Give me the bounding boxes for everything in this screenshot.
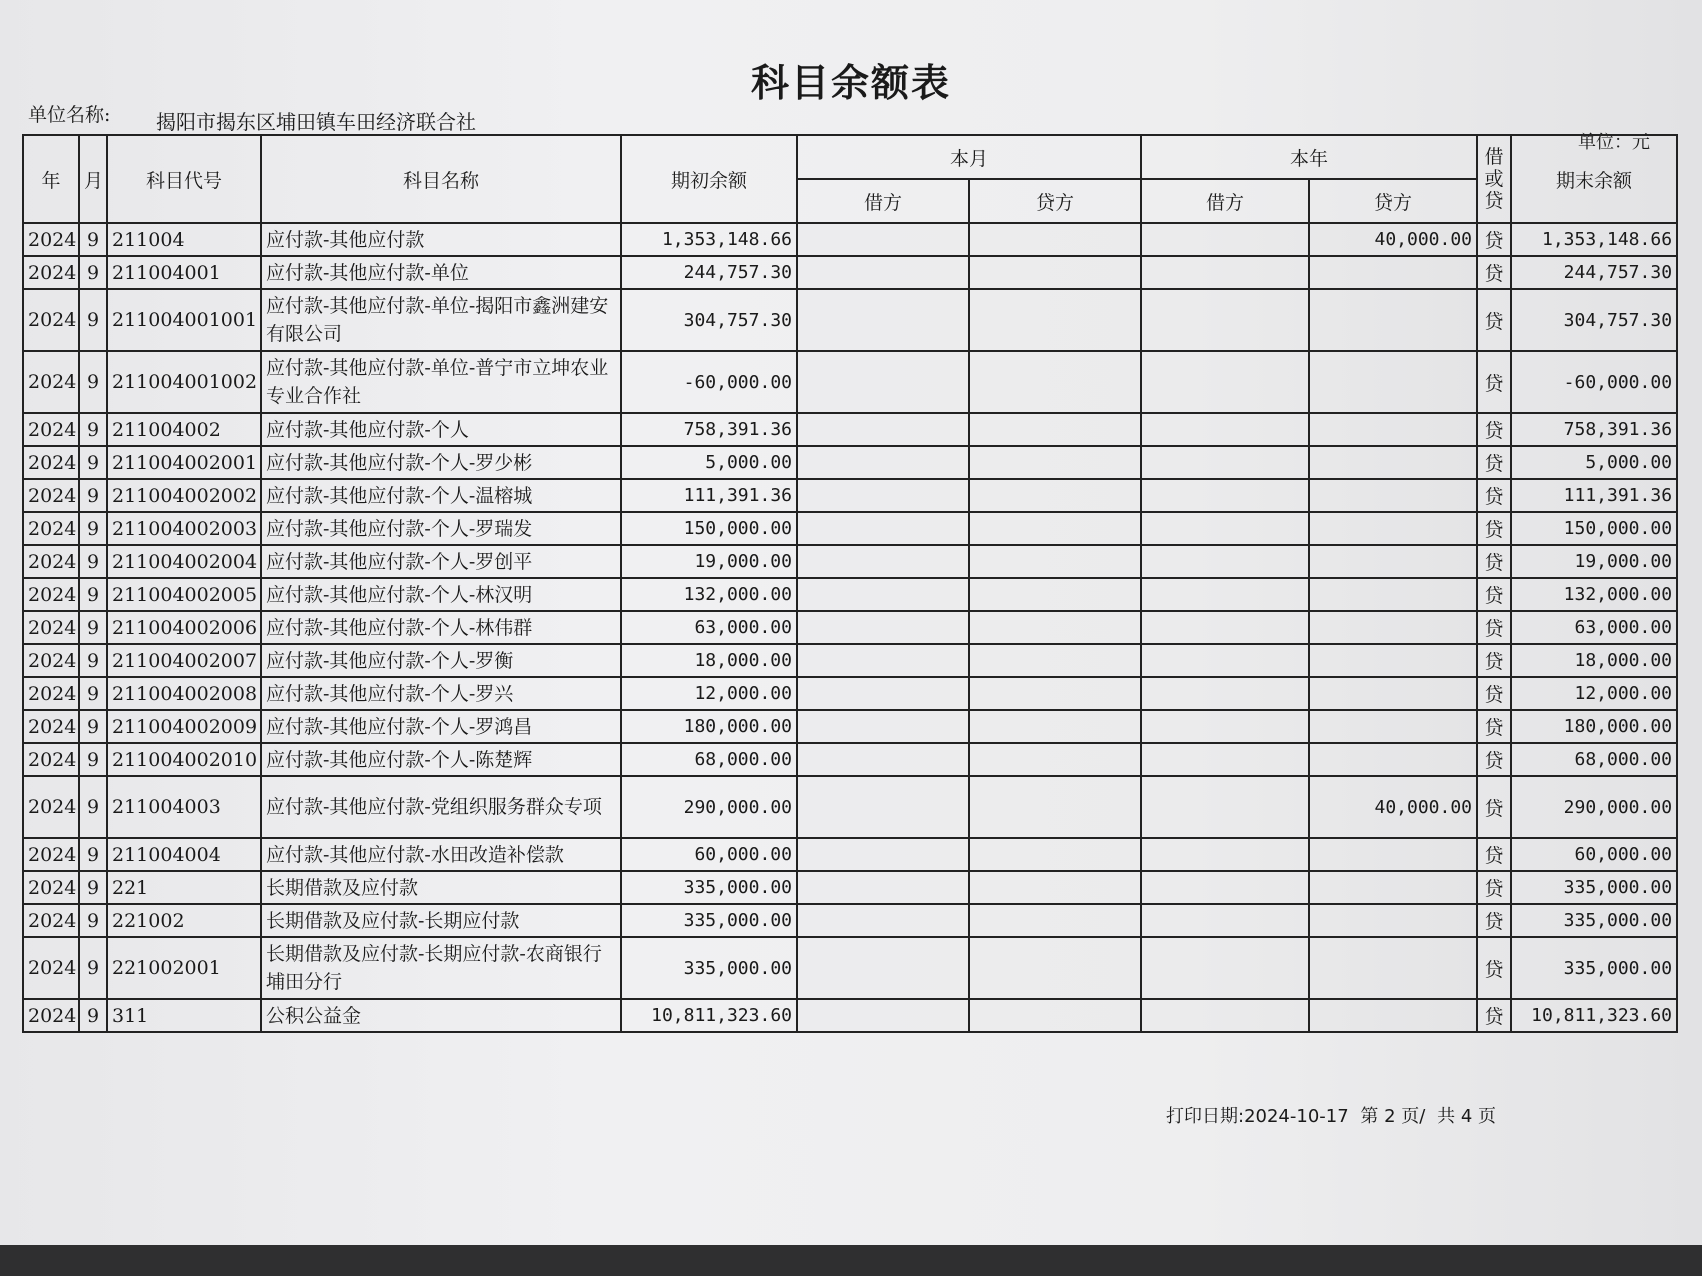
cell-name: 应付款-其他应付款-个人-罗少彬 xyxy=(261,446,621,479)
cell-code: 311 xyxy=(107,999,261,1032)
cell-opening: 180,000.00 xyxy=(621,710,797,743)
cell-month-credit xyxy=(969,545,1141,578)
cell-year-credit xyxy=(1309,578,1477,611)
cell-closing: 10,811,323.60 xyxy=(1511,999,1677,1032)
cell-code: 221002 xyxy=(107,904,261,937)
cell-name: 应付款-其他应付款-个人-温榕城 xyxy=(261,479,621,512)
header-opening: 期初余额 xyxy=(621,135,797,223)
cell-name: 长期借款及应付款-长期应付款-农商银行埔田分行 xyxy=(261,937,621,999)
cell-name: 长期借款及应付款 xyxy=(261,871,621,904)
page-current: 第 2 页/ xyxy=(1360,1106,1426,1127)
cell-closing: 5,000.00 xyxy=(1511,446,1677,479)
cell-year: 2024 xyxy=(23,479,79,512)
cell-year: 2024 xyxy=(23,838,79,871)
cell-year: 2024 xyxy=(23,512,79,545)
cell-year-debit xyxy=(1141,256,1309,289)
table-row xyxy=(23,838,1677,871)
cell-year: 2024 xyxy=(23,611,79,644)
table-row xyxy=(23,545,1677,578)
cell-code: 211004002009 xyxy=(107,710,261,743)
cell-direction: 贷 xyxy=(1477,644,1511,677)
cell-direction: 贷 xyxy=(1477,351,1511,413)
cell-name: 应付款-其他应付款-水田改造补偿款 xyxy=(261,838,621,871)
background-edge xyxy=(0,1245,1702,1276)
cell-month: 9 xyxy=(79,838,107,871)
cell-year-credit xyxy=(1309,999,1477,1032)
cell-closing: 335,000.00 xyxy=(1511,871,1677,904)
cell-year: 2024 xyxy=(23,743,79,776)
table-row xyxy=(23,644,1677,677)
cell-month: 9 xyxy=(79,545,107,578)
cell-name: 应付款-其他应付款-党组织服务群众专项 xyxy=(261,776,621,838)
cell-closing: 335,000.00 xyxy=(1511,904,1677,937)
cell-code: 211004002001 xyxy=(107,446,261,479)
cell-code: 211004002010 xyxy=(107,743,261,776)
cell-month: 9 xyxy=(79,904,107,937)
header-month: 月 xyxy=(79,135,107,223)
cell-month-debit xyxy=(797,223,969,256)
cell-closing: 12,000.00 xyxy=(1511,677,1677,710)
cell-year-debit xyxy=(1141,644,1309,677)
cell-code: 221 xyxy=(107,871,261,904)
cell-month: 9 xyxy=(79,578,107,611)
cell-name: 应付款-其他应付款-个人-罗创平 xyxy=(261,545,621,578)
cell-year: 2024 xyxy=(23,351,79,413)
cell-closing: 19,000.00 xyxy=(1511,545,1677,578)
cell-year: 2024 xyxy=(23,223,79,256)
cell-closing: 132,000.00 xyxy=(1511,578,1677,611)
cell-month-credit xyxy=(969,937,1141,999)
cell-month-debit xyxy=(797,838,969,871)
cell-month: 9 xyxy=(79,644,107,677)
cell-year: 2024 xyxy=(23,999,79,1032)
cell-month: 9 xyxy=(79,479,107,512)
cell-closing: 18,000.00 xyxy=(1511,644,1677,677)
header-code: 科目代号 xyxy=(107,135,261,223)
cell-year-debit xyxy=(1141,743,1309,776)
print-date: 打印日期:2024-10-17 xyxy=(1166,1106,1349,1127)
table-row xyxy=(23,289,1677,351)
header-closing: 期末余额 xyxy=(1511,135,1677,223)
header-direction-2: 或 xyxy=(1484,168,1504,190)
header-direction xyxy=(1477,135,1511,223)
cell-direction: 贷 xyxy=(1477,611,1511,644)
unit-name-value: 揭阳市揭东区埔田镇车田经济联合社 xyxy=(156,110,476,134)
cell-month: 9 xyxy=(79,351,107,413)
table-row xyxy=(23,999,1677,1032)
cell-year-credit xyxy=(1309,413,1477,446)
cell-year-debit xyxy=(1141,776,1309,838)
cell-direction: 贷 xyxy=(1477,710,1511,743)
cell-name: 应付款-其他应付款-单位 xyxy=(261,256,621,289)
page-title: 科目余额表 xyxy=(750,61,951,105)
cell-code: 211004002003 xyxy=(107,512,261,545)
cell-direction: 贷 xyxy=(1477,838,1511,871)
cell-year-credit xyxy=(1309,743,1477,776)
header-direction-1: 借 xyxy=(1484,146,1504,168)
cell-month-credit xyxy=(969,289,1141,351)
cell-year-debit xyxy=(1141,479,1309,512)
cell-closing: 60,000.00 xyxy=(1511,838,1677,871)
header-name: 科目名称 xyxy=(261,135,621,223)
cell-year: 2024 xyxy=(23,446,79,479)
cell-month-debit xyxy=(797,611,969,644)
cell-month-debit xyxy=(797,871,969,904)
cell-month: 9 xyxy=(79,413,107,446)
cell-month-debit xyxy=(797,289,969,351)
header-month-debit: 借方 xyxy=(797,179,969,223)
cell-opening: 18,000.00 xyxy=(621,644,797,677)
cell-opening: -60,000.00 xyxy=(621,351,797,413)
cell-year-debit xyxy=(1141,871,1309,904)
table-row xyxy=(23,743,1677,776)
table-row xyxy=(23,710,1677,743)
table-row xyxy=(23,351,1677,413)
cell-month: 9 xyxy=(79,677,107,710)
cell-month: 9 xyxy=(79,937,107,999)
cell-year-credit xyxy=(1309,644,1477,677)
cell-year-credit xyxy=(1309,677,1477,710)
cell-year: 2024 xyxy=(23,871,79,904)
cell-month-credit xyxy=(969,710,1141,743)
cell-name: 应付款-其他应付款-个人-林汉明 xyxy=(261,578,621,611)
cell-year: 2024 xyxy=(23,644,79,677)
cell-opening: 335,000.00 xyxy=(621,937,797,999)
cell-month: 9 xyxy=(79,223,107,256)
table-row xyxy=(23,578,1677,611)
table-row xyxy=(23,776,1677,838)
cell-closing: 180,000.00 xyxy=(1511,710,1677,743)
cell-name: 应付款-其他应付款-单位-普宁市立坤农业专业合作社 xyxy=(261,351,621,413)
cell-month: 9 xyxy=(79,446,107,479)
cell-opening: 12,000.00 xyxy=(621,677,797,710)
cell-opening: 150,000.00 xyxy=(621,512,797,545)
cell-month: 9 xyxy=(79,871,107,904)
cell-month-debit xyxy=(797,413,969,446)
cell-direction: 贷 xyxy=(1477,413,1511,446)
cell-month-debit xyxy=(797,479,969,512)
header-year-credit: 贷方 xyxy=(1309,179,1477,223)
cell-code: 211004 xyxy=(107,223,261,256)
cell-year-debit xyxy=(1141,512,1309,545)
table-row xyxy=(23,677,1677,710)
cell-year: 2024 xyxy=(23,256,79,289)
table-row xyxy=(23,256,1677,289)
cell-month-debit xyxy=(797,644,969,677)
page-total: 共 4 页 xyxy=(1437,1106,1497,1127)
cell-closing: 68,000.00 xyxy=(1511,743,1677,776)
cell-year-credit xyxy=(1309,256,1477,289)
cell-opening: 19,000.00 xyxy=(621,545,797,578)
cell-month: 9 xyxy=(79,289,107,351)
cell-month-credit xyxy=(969,413,1141,446)
table-row xyxy=(23,611,1677,644)
cell-direction: 贷 xyxy=(1477,904,1511,937)
cell-code: 211004002002 xyxy=(107,479,261,512)
cell-direction: 贷 xyxy=(1477,223,1511,256)
cell-year-credit xyxy=(1309,545,1477,578)
cell-opening: 304,757.30 xyxy=(621,289,797,351)
cell-year: 2024 xyxy=(23,578,79,611)
cell-opening: 132,000.00 xyxy=(621,578,797,611)
cell-code: 211004002006 xyxy=(107,611,261,644)
cell-direction: 贷 xyxy=(1477,256,1511,289)
cell-year-debit xyxy=(1141,413,1309,446)
cell-year-credit: 40,000.00 xyxy=(1309,776,1477,838)
cell-month-debit xyxy=(797,937,969,999)
cell-year-debit xyxy=(1141,904,1309,937)
cell-month-credit xyxy=(969,256,1141,289)
cell-month: 9 xyxy=(79,710,107,743)
table-row xyxy=(23,223,1677,256)
cell-month-credit xyxy=(969,743,1141,776)
table-row xyxy=(23,479,1677,512)
cell-opening: 68,000.00 xyxy=(621,743,797,776)
cell-opening: 1,353,148.66 xyxy=(621,223,797,256)
cell-closing: 1,353,148.66 xyxy=(1511,223,1677,256)
cell-month-credit xyxy=(969,838,1141,871)
cell-code: 211004001002 xyxy=(107,351,261,413)
cell-name: 应付款-其他应付款-个人-陈楚辉 xyxy=(261,743,621,776)
cell-closing: 290,000.00 xyxy=(1511,776,1677,838)
cell-month-debit xyxy=(797,904,969,937)
cell-year-credit xyxy=(1309,904,1477,937)
cell-year-credit xyxy=(1309,351,1477,413)
cell-year: 2024 xyxy=(23,677,79,710)
cell-code: 211004002005 xyxy=(107,578,261,611)
cell-year-debit xyxy=(1141,838,1309,871)
cell-year: 2024 xyxy=(23,904,79,937)
cell-opening: 60,000.00 xyxy=(621,838,797,871)
table-row xyxy=(23,413,1677,446)
cell-direction: 贷 xyxy=(1477,871,1511,904)
cell-month: 9 xyxy=(79,256,107,289)
cell-closing: 244,757.30 xyxy=(1511,256,1677,289)
cell-month-credit xyxy=(969,611,1141,644)
cell-year-debit xyxy=(1141,677,1309,710)
cell-code: 221002001 xyxy=(107,937,261,999)
cell-opening: 5,000.00 xyxy=(621,446,797,479)
cell-month-credit xyxy=(969,223,1141,256)
cell-year-debit xyxy=(1141,611,1309,644)
cell-year-debit xyxy=(1141,937,1309,999)
cell-month-debit xyxy=(797,545,969,578)
cell-year-credit xyxy=(1309,512,1477,545)
cell-month: 9 xyxy=(79,512,107,545)
cell-name: 应付款-其他应付款-个人-林伟群 xyxy=(261,611,621,644)
cell-closing: 758,391.36 xyxy=(1511,413,1677,446)
cell-year-credit xyxy=(1309,611,1477,644)
header-this-month: 本月 xyxy=(797,135,1141,179)
cell-month-credit xyxy=(969,644,1141,677)
cell-month-debit xyxy=(797,512,969,545)
cell-closing: 335,000.00 xyxy=(1511,937,1677,999)
cell-code: 211004004 xyxy=(107,838,261,871)
cell-opening: 10,811,323.60 xyxy=(621,999,797,1032)
cell-month: 9 xyxy=(79,611,107,644)
cell-month-debit xyxy=(797,446,969,479)
cell-year-credit xyxy=(1309,838,1477,871)
cell-month-credit xyxy=(969,904,1141,937)
currency-unit: 单位：元 xyxy=(1578,132,1650,153)
cell-month-debit xyxy=(797,999,969,1032)
cell-month: 9 xyxy=(79,999,107,1032)
cell-year-credit xyxy=(1309,446,1477,479)
cell-opening: 335,000.00 xyxy=(621,871,797,904)
page-footer xyxy=(1166,1102,1502,1128)
cell-name: 长期借款及应付款-长期应付款 xyxy=(261,904,621,937)
table-row xyxy=(23,871,1677,904)
cell-year-debit xyxy=(1141,578,1309,611)
cell-year: 2024 xyxy=(23,937,79,999)
cell-month-debit xyxy=(797,710,969,743)
cell-name: 应付款-其他应付款 xyxy=(261,223,621,256)
cell-year-debit xyxy=(1141,999,1309,1032)
cell-year-debit xyxy=(1141,545,1309,578)
header-this-year: 本年 xyxy=(1141,135,1477,179)
cell-closing: -60,000.00 xyxy=(1511,351,1677,413)
cell-code: 211004002007 xyxy=(107,644,261,677)
table-row xyxy=(23,446,1677,479)
cell-month-credit xyxy=(969,871,1141,904)
ledger-body xyxy=(23,223,1677,1032)
cell-direction: 贷 xyxy=(1477,479,1511,512)
cell-year-credit xyxy=(1309,710,1477,743)
cell-code: 211004001 xyxy=(107,256,261,289)
cell-code: 211004002008 xyxy=(107,677,261,710)
cell-month: 9 xyxy=(79,776,107,838)
cell-closing: 111,391.36 xyxy=(1511,479,1677,512)
cell-closing: 304,757.30 xyxy=(1511,289,1677,351)
cell-opening: 244,757.30 xyxy=(621,256,797,289)
cell-month-credit xyxy=(969,999,1141,1032)
cell-month-credit xyxy=(969,479,1141,512)
cell-month-debit xyxy=(797,776,969,838)
cell-year-credit xyxy=(1309,289,1477,351)
cell-closing: 150,000.00 xyxy=(1511,512,1677,545)
cell-year: 2024 xyxy=(23,545,79,578)
cell-year-debit xyxy=(1141,223,1309,256)
cell-name: 应付款-其他应付款-个人-罗瑞发 xyxy=(261,512,621,545)
cell-direction: 贷 xyxy=(1477,677,1511,710)
cell-direction: 贷 xyxy=(1477,446,1511,479)
cell-year-credit: 40,000.00 xyxy=(1309,223,1477,256)
cell-year-debit xyxy=(1141,351,1309,413)
cell-direction: 贷 xyxy=(1477,743,1511,776)
cell-month-debit xyxy=(797,578,969,611)
cell-code: 211004001001 xyxy=(107,289,261,351)
cell-name: 应付款-其他应付款-个人-罗鸿昌 xyxy=(261,710,621,743)
cell-code: 211004002004 xyxy=(107,545,261,578)
cell-name: 应付款-其他应付款-个人-罗兴 xyxy=(261,677,621,710)
cell-opening: 63,000.00 xyxy=(621,611,797,644)
table-row xyxy=(23,512,1677,545)
cell-code: 211004002 xyxy=(107,413,261,446)
cell-opening: 111,391.36 xyxy=(621,479,797,512)
cell-month-debit xyxy=(797,743,969,776)
cell-direction: 贷 xyxy=(1477,512,1511,545)
cell-month-debit xyxy=(797,351,969,413)
cell-month-credit xyxy=(969,677,1141,710)
cell-name: 应付款-其他应付款-单位-揭阳市鑫洲建安有限公司 xyxy=(261,289,621,351)
cell-year: 2024 xyxy=(23,710,79,743)
cell-name: 应付款-其他应付款-个人-罗衡 xyxy=(261,644,621,677)
header-year: 年 xyxy=(23,135,79,223)
cell-opening: 758,391.36 xyxy=(621,413,797,446)
cell-name: 应付款-其他应付款-个人 xyxy=(261,413,621,446)
header-month-credit: 贷方 xyxy=(969,179,1141,223)
balance-table xyxy=(22,134,1678,1033)
cell-direction: 贷 xyxy=(1477,289,1511,351)
cell-direction: 贷 xyxy=(1477,999,1511,1032)
cell-closing: 63,000.00 xyxy=(1511,611,1677,644)
cell-year-debit xyxy=(1141,289,1309,351)
table-row xyxy=(23,937,1677,999)
cell-opening: 335,000.00 xyxy=(621,904,797,937)
cell-month-debit xyxy=(797,677,969,710)
cell-direction: 贷 xyxy=(1477,545,1511,578)
cell-month-credit xyxy=(969,512,1141,545)
cell-month-debit xyxy=(797,256,969,289)
header-year-debit: 借方 xyxy=(1141,179,1309,223)
cell-direction: 贷 xyxy=(1477,578,1511,611)
cell-code: 211004003 xyxy=(107,776,261,838)
cell-direction: 贷 xyxy=(1477,937,1511,999)
cell-year-debit xyxy=(1141,446,1309,479)
cell-year-credit xyxy=(1309,871,1477,904)
cell-opening: 290,000.00 xyxy=(621,776,797,838)
cell-year: 2024 xyxy=(23,289,79,351)
table-row xyxy=(23,904,1677,937)
cell-month-credit xyxy=(969,351,1141,413)
cell-month-credit xyxy=(969,578,1141,611)
cell-month-credit xyxy=(969,776,1141,838)
cell-year: 2024 xyxy=(23,413,79,446)
cell-year-credit xyxy=(1309,479,1477,512)
cell-name: 公积公益金 xyxy=(261,999,621,1032)
cell-month-credit xyxy=(969,446,1141,479)
unit-name-label: 单位名称: xyxy=(28,104,111,126)
header-direction-3: 贷 xyxy=(1484,190,1504,212)
cell-month: 9 xyxy=(79,743,107,776)
cell-direction: 贷 xyxy=(1477,776,1511,838)
cell-year: 2024 xyxy=(23,776,79,838)
cell-year-debit xyxy=(1141,710,1309,743)
cell-year-credit xyxy=(1309,937,1477,999)
